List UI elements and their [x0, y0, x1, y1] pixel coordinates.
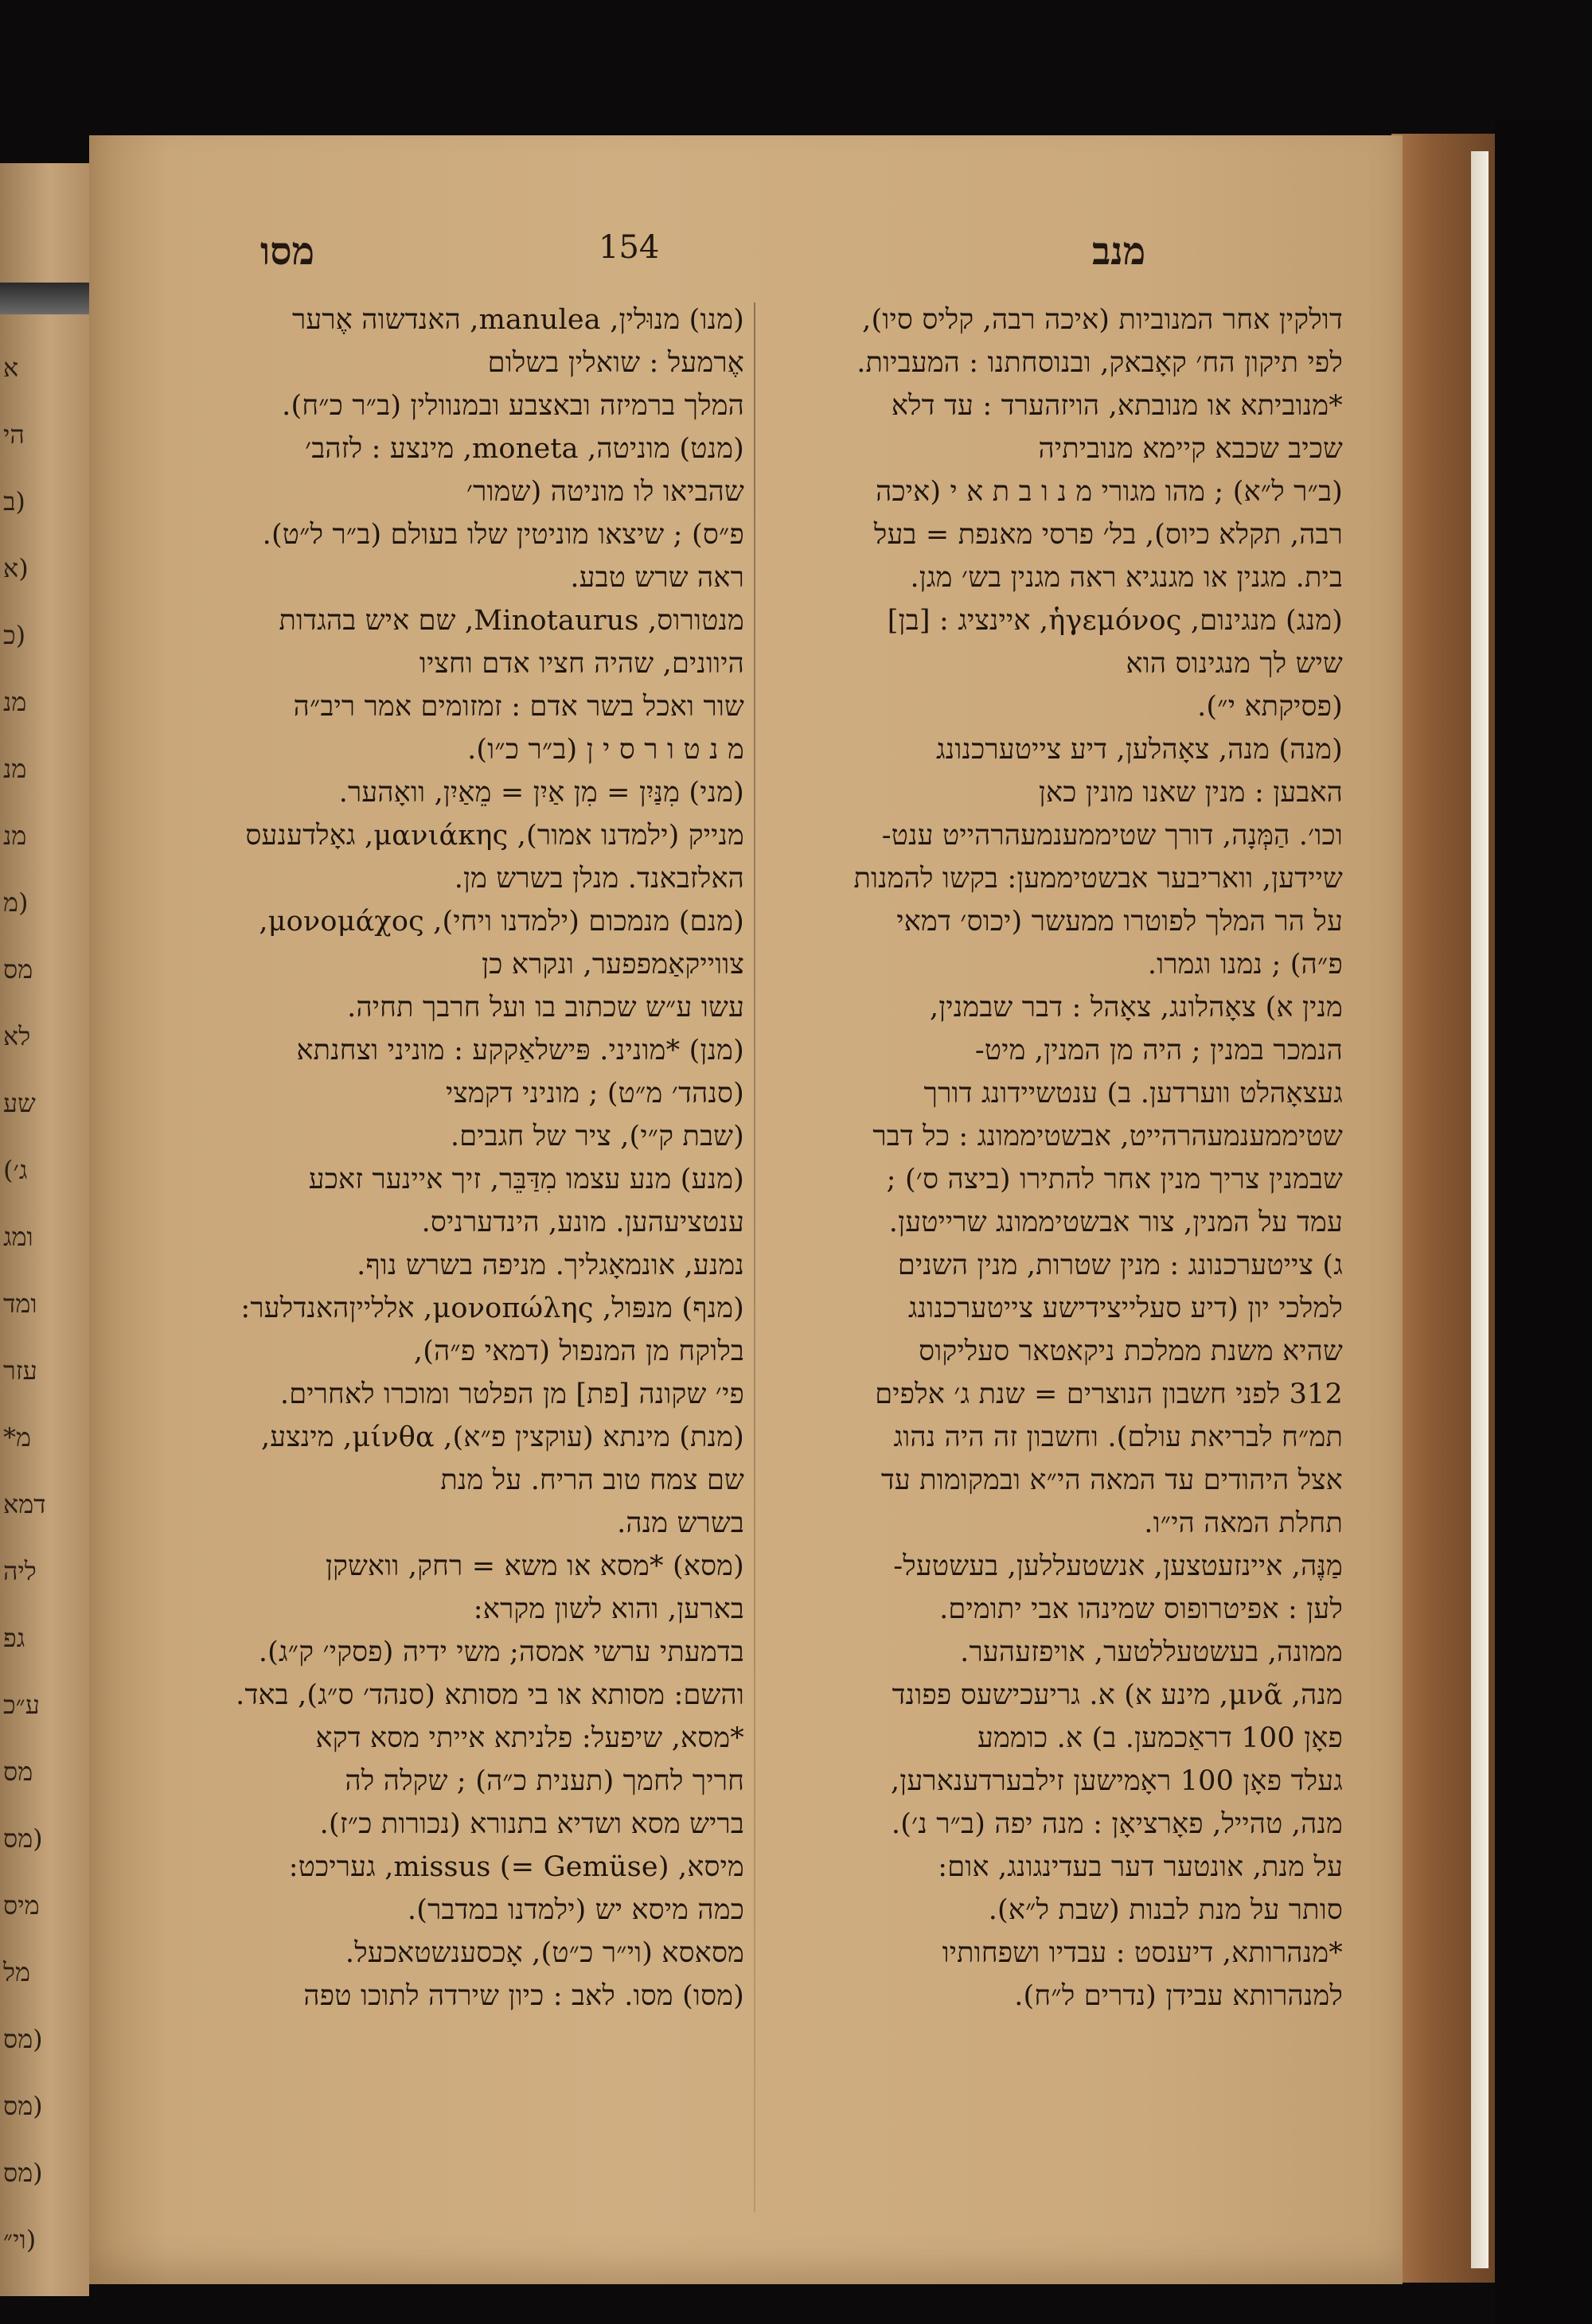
text-line: סותר על מנת לבנות (שבת ל״א).	[988, 1894, 1343, 1926]
page-number: 154	[599, 229, 660, 266]
text-line: פ״ה) ; נמנו וגמרו.	[1147, 949, 1343, 981]
text-line: פאָן 100 דראַכמען. ב) א. כוממע	[977, 1722, 1343, 1754]
text-line: והשם: מסותא או בי מסותא (סנהד׳ ס״ג), באד.	[236, 1679, 744, 1711]
page-header	[89, 229, 1403, 301]
text-line: שם צמח טוב הריח. על מנת	[440, 1464, 744, 1496]
header-left-word: מסו	[260, 229, 315, 274]
text-line: מנייק (ילמדנו אמור), μανιάκης, גאָלדענעס	[245, 820, 744, 852]
text-line: ראה שרש טבע.	[570, 562, 744, 594]
text-line: היוונים, שהיה חציו אדם וחציו	[419, 648, 744, 680]
prev-page-fragment: הי	[3, 419, 25, 450]
text-line: וכו׳. הַמְּנָה, דורך שטיממענמעהרהייט ענט-	[881, 820, 1343, 852]
prev-page-fragment: גפ	[3, 1623, 25, 1653]
text-line: לפי תיקון הח׳ קאָבאק, ובנוסחתנו : המעביות.	[856, 347, 1343, 379]
text-line: מנטורוס, Minotaurus, שם איש בהגדות	[279, 605, 744, 637]
text-line: למנהרותא עבידן (נדרים ל״ח).	[1014, 1980, 1343, 2012]
prev-page-fragment: ליה	[3, 1556, 37, 1586]
text-line: *מסא, שיפעל: פלניתא אייתי מסא דקא	[315, 1722, 744, 1754]
text-line: האבען : מנין שאנו מונין כאן	[1038, 777, 1343, 809]
text-line: בית. מגנין או מגנגיא ראה מגנין בש׳ מגן.	[910, 562, 1343, 594]
text-line: חריך לחמך (תענית כ״ה) ; שקלה לה	[345, 1765, 744, 1797]
prev-page-fragment: דמא	[3, 1489, 46, 1519]
prev-page-fragment: שע	[3, 1088, 36, 1118]
prev-page-fragment: מנ	[3, 754, 27, 784]
text-line: תחלת המאה הי״ו.	[1144, 1507, 1343, 1539]
text-line: *מנהרותא, דיענסט : עבדיו ושפחותיו	[942, 1937, 1343, 1969]
text-line: (מנע) מנע עצמו מִדַּבֵּר, זיך איינער זאכע	[308, 1164, 744, 1195]
text-line: שכיב שכבא קיימא מנוביתיה	[1038, 433, 1343, 465]
prev-page-fragment: (מס	[3, 1823, 43, 1854]
prev-page-fragment: מס	[3, 954, 33, 985]
text-line: געצאָהלט ווערדען. ב) ענטשיידונג דורך	[923, 1078, 1343, 1109]
text-line: למלכי יון (דיע סעלייצידישע צייטערכנונג	[907, 1293, 1343, 1324]
prev-page-fragment: מנ	[3, 687, 27, 717]
text-line: פי׳ שקונה [פת] מן הפלטר ומוכרו לאחרים.	[279, 1378, 744, 1410]
text-line: פ״ס) ; שיצאו מוניטין שלו בעולם (ב״ר ל״ט).	[262, 519, 744, 551]
prev-page-fragment: מיס	[3, 1890, 40, 1920]
text-line: שהביאו לו מוניטה (שמור׳	[466, 476, 744, 508]
text-line: (ב״ר ל״א) ; מהו מגורי מ נ ו ב ת א י (איכה	[876, 476, 1343, 508]
text-line: *מנוביתא או מנובתא, הויזהערד : עד דלא	[891, 390, 1343, 422]
text-line: (מנם) מנמכום (ילמדנו ויחי), μονομάχος,	[259, 906, 744, 938]
text-line: על הר המלך לפוטרו ממעשר (יכוס׳ דמאי	[896, 906, 1343, 938]
prev-page-fragment: מנ	[3, 821, 27, 851]
prev-page-fragment: (כ	[3, 620, 26, 650]
text-line: נמנע, אונמאָגליך. מניפה בשרש נוף.	[357, 1250, 744, 1281]
text-line: (מנו) מנוּלין, manulea, האנדשוה אֶרער	[291, 304, 744, 336]
text-line: מנה, טהייל, פאָרציאָן : מנה יפה (ב״ר נ׳).	[891, 1808, 1343, 1840]
text-line: (מנף) מנפּול, μονοπώλης, אללייןהאנדלער:	[240, 1293, 744, 1324]
text-line: המלך ברמיזה ובאצבע ובמנוולין (ב״ר כ״ח).	[282, 390, 744, 422]
prev-page-fragment: ומד	[3, 1289, 37, 1319]
text-line: (מנה) מנה, צאָהלען, דיע צייטערכנונג	[936, 734, 1343, 766]
text-line: צווייקאַמפפער, ונקרא כן	[482, 949, 744, 981]
prev-page-fragment: (מס	[3, 2024, 43, 2054]
prev-page-fragment: ע״כ	[3, 1690, 40, 1720]
text-line: אֶרמעל : שואלין בשלום	[487, 347, 744, 379]
text-line: שטיממענמעהרהייט, אבשטיממונג : כל דבר	[872, 1121, 1343, 1152]
text-line: שור ואכל בשר אדם : זמזומים אמר ריב״ה	[293, 691, 744, 723]
text-line: בריש מסא ושדיא בתנורא (נכורות כ״ז).	[319, 1808, 744, 1840]
prev-page-fragment: מ*	[3, 1422, 31, 1452]
prev-page-fragment: מל	[3, 1957, 30, 1987]
previous-page-edge	[0, 163, 89, 2296]
text-line: לען : אפיטרופוס שמינהו אבי יתומים.	[939, 1593, 1343, 1625]
text-line: געלד פאָן 100 ראָמישען זילבערדענארען,	[890, 1765, 1343, 1797]
text-line: 312 לפני חשבון הנוצרים = שנת ג׳ אלפים	[875, 1378, 1343, 1410]
prev-page-fragment: (מס	[3, 2091, 43, 2121]
text-line: (סנהד׳ מ״ט) ; מוניני דקמצי	[446, 1078, 744, 1109]
text-line: דולקין אחר המנוביות (איכה רבה, קליס סיו),	[862, 304, 1343, 336]
text-line: (מני) מִנַּיִן = מִן אַיִן = מֵאַיִן, וואָהער.	[338, 777, 744, 809]
text-line: על מנת, אונטער דער בעדינגונג, אום:	[938, 1851, 1343, 1883]
text-line: (מנג) מנגינום, ἡγεμόνος, איינציג : [בן]	[887, 605, 1343, 637]
text-line: (מסו) מסו. לאב : כיון שירדה לתוכו טפה	[303, 1980, 744, 2012]
text-line: הנמכר במנין ; היה מן המנין, מיט-	[974, 1035, 1343, 1066]
header-right-word: מנב	[1092, 229, 1146, 274]
text-line: תמ״ח לבריאת עולם). וחשבון זה היה נהוג	[893, 1421, 1343, 1453]
text-line: בארען, והוא לשון מקרא:	[473, 1593, 744, 1625]
text-line: (מנת) מינתא (עוקצין פ״א), μίνθα, מינצע,	[260, 1421, 744, 1453]
text-line: שהיא משנת ממלכת ניקאטאר סעליקוס	[919, 1336, 1343, 1367]
text-line: האלזבאנד. מנלן בשרש מן.	[454, 863, 744, 895]
prev-page-fragment: א	[3, 353, 19, 383]
text-line: שיידען, וואריבער אבשטיממען: בקשו להמנות	[853, 863, 1343, 895]
text-line: מנין א) צאָהלונג, צאָהל : דבר שבמנין,	[929, 992, 1343, 1024]
left-column	[171, 298, 744, 2018]
text-line: בדמעתי ערשי אמסה; משי ידיה (פסקי׳ ק״ג).	[258, 1636, 744, 1668]
text-line: רבה, תקלא כיוס), בל׳ פרסי מאנפת = בעל	[873, 519, 1343, 551]
text-line: (מסא) *מסא או משא = רחק, וואשקן	[325, 1550, 744, 1582]
text-line: (פסיקתא י״).	[1197, 691, 1343, 723]
binding-strip	[0, 283, 89, 314]
text-line: ענטציעהען. מונע, הינדערניס.	[421, 1207, 744, 1238]
page-stack-highlight	[1471, 151, 1489, 2268]
prev-page-fragment: מס	[3, 1757, 33, 1787]
text-line: בלוקח מן המנפול (דמאי פ״ה),	[413, 1336, 744, 1367]
text-line: כמה מיסא יש (ילמדנו במדבר).	[407, 1894, 744, 1926]
prev-page-fragment: לא	[3, 1021, 31, 1051]
prev-page-fragment: (מס	[3, 2158, 43, 2188]
prev-page-fragment: (וי״	[3, 2225, 37, 2255]
book-page	[89, 135, 1403, 2284]
text-line: שבמנין צריך מנין אחר להתירו (ביצה ס׳) ;	[886, 1164, 1343, 1195]
text-line: (שבת ק״י), ציר של חגבים.	[450, 1121, 744, 1152]
text-line: מיסא, missus (= Gemüse), געריכט:	[288, 1851, 744, 1883]
text-line: מַנֶּה, איינזעטצען, אנשטעללען, בעשטעל-	[893, 1550, 1343, 1582]
text-line: מנה, μνᾶ, מינע א) א. גריעכישעס פפונד	[892, 1679, 1343, 1711]
text-line: מ נ ט ו ר ס י ן (ב״ר כ״ו).	[467, 734, 744, 766]
text-line: עשו ע״ש שכתוב בו ועל חרבך תחיה.	[347, 992, 744, 1024]
text-line: (מנן) *מוניני. פּישלאַקקע : מוניני וצחנתא	[296, 1035, 744, 1066]
book-cover-right	[1495, 119, 1592, 2324]
prev-page-fragment: ומג	[3, 1222, 33, 1252]
column-divider	[754, 302, 755, 2213]
text-line: ממונה, בעשטעללטער, אויפזעהער.	[960, 1636, 1343, 1668]
prev-page-fragment: עזר	[3, 1355, 37, 1386]
text-line: ג) צייטערכנונג : מנין שטרות, מנין השנים	[897, 1250, 1343, 1281]
text-line: מסאסא (וי״ר כ״ט), אָכסענשטאכעל.	[345, 1937, 744, 1969]
text-line: עמד על המנין, צור אבשטיממונג שרייטען.	[888, 1207, 1343, 1238]
text-line: אצל היהודים עד המאה הי״א ובמקומות עד	[880, 1464, 1343, 1496]
right-column	[770, 298, 1343, 2018]
prev-page-fragment: ג׳)	[3, 1155, 28, 1185]
prev-page-fragment: (מ	[3, 887, 29, 918]
prev-page-fragment: (ב	[3, 486, 25, 517]
text-line: (מנט) מוניטה, moneta, מינצע : לזהב׳	[305, 433, 744, 465]
prev-page-fragment: (א	[3, 553, 29, 583]
text-line: בשרש מנה.	[617, 1507, 744, 1539]
text-line: שיש לך מנגינוס הוא	[1126, 648, 1343, 680]
